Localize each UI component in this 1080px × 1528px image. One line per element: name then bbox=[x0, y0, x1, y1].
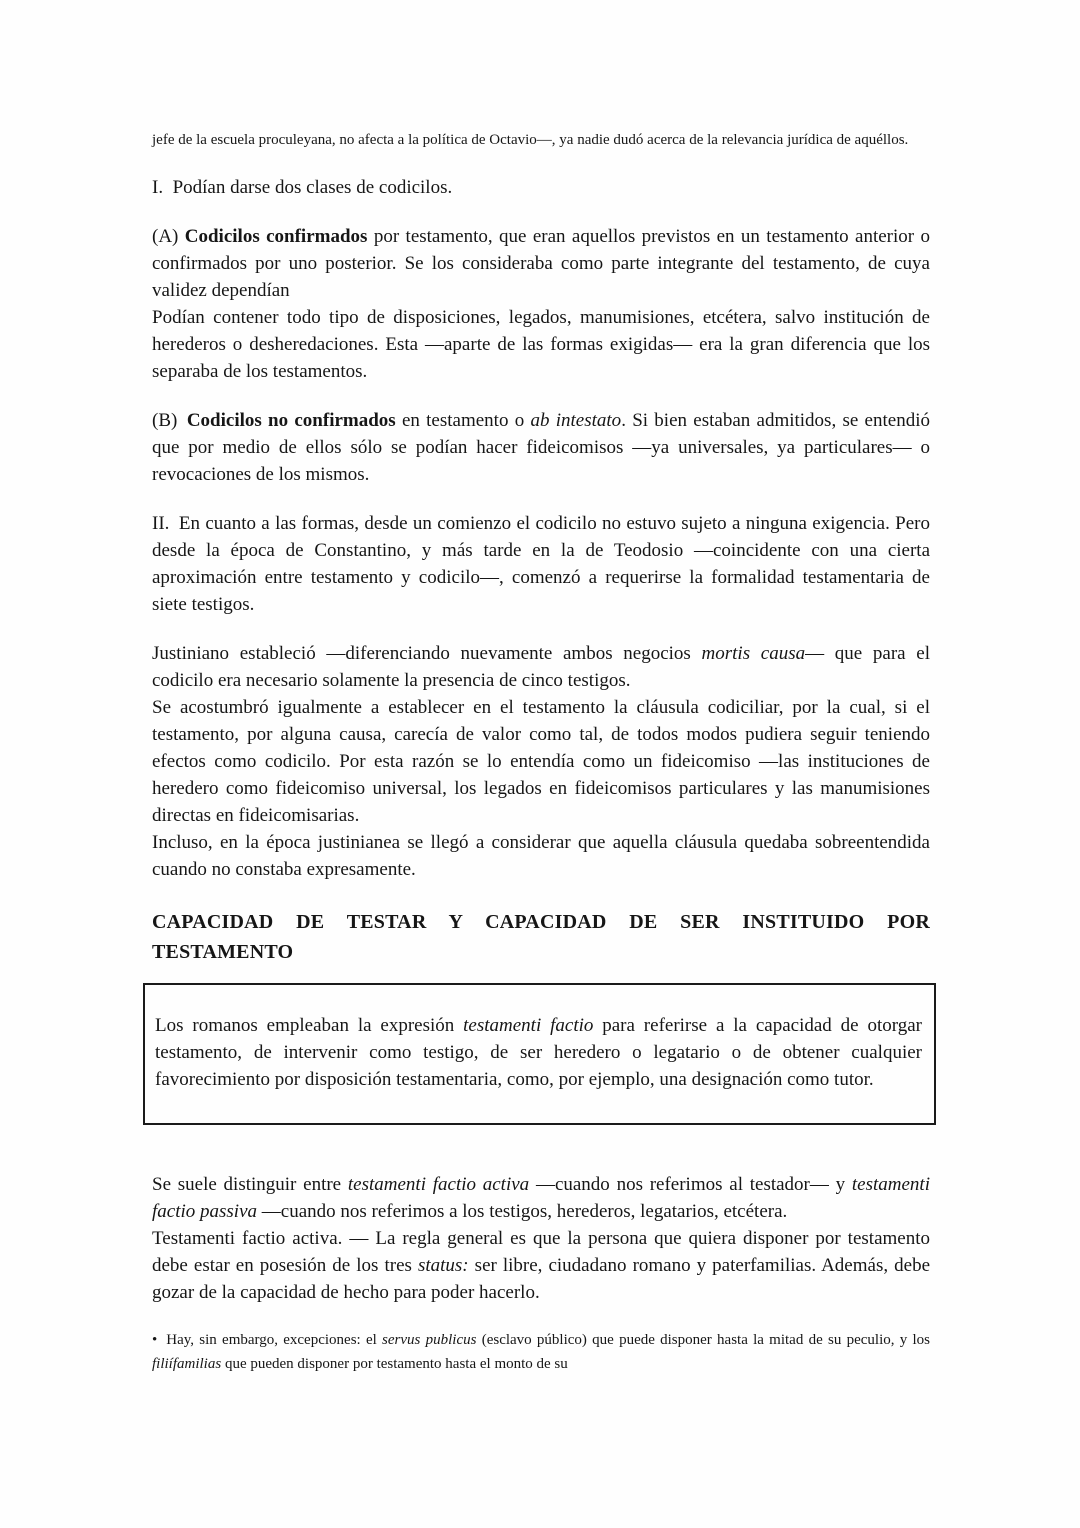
text-run: —cuando nos referimos al testador— y bbox=[529, 1174, 852, 1195]
text-run: jefe de la escuela proculeyana, no afecta a la política de Octavio—, ya nadie dudó acerca de la relevancia jurídica de aquéllos. bbox=[152, 132, 909, 148]
text-run: que pueden disponer por testamento hasta el monto de su bbox=[221, 1356, 568, 1372]
paragraph-item-ii bbox=[152, 510, 930, 618]
section-heading-capacity bbox=[152, 907, 930, 967]
text-run: (esclavo público) que puede disponer hasta la mitad de su peculio, y los bbox=[476, 1332, 930, 1348]
text-run: —cuando nos referimos a los testigos, herederos, legatarios, etcétera. bbox=[257, 1201, 788, 1222]
paragraph-justinian bbox=[152, 640, 930, 694]
paragraph-codicil-clause bbox=[152, 694, 930, 829]
exceptions-bullet-group bbox=[152, 1328, 930, 1376]
text-run-italic: mortis causa bbox=[701, 643, 806, 664]
codicils-confirmed-group bbox=[152, 223, 930, 385]
heading-line-1: CAPACIDAD DE TESTAR Y CAPACIDAD DE SER INSTITUIDO POR bbox=[152, 911, 930, 933]
definition-box bbox=[143, 983, 936, 1125]
text-run: Testamenti factio activa. — La regla general es que la persona que quiera disponer por testamento debe estar en posesión de los tres bbox=[152, 1228, 930, 1276]
text-run: en testamento o bbox=[395, 410, 531, 431]
text-run-italic: servus publicus bbox=[382, 1332, 477, 1348]
paragraph-activa-rule bbox=[152, 1225, 930, 1306]
text-run-bold: Codicilos confirmados bbox=[184, 226, 368, 247]
intro-paragraph-group bbox=[152, 128, 930, 152]
paragraph-testamenti-factio-definition bbox=[155, 1012, 922, 1093]
text-run: — que para el codicilo era necesario solamente la presencia de cinco testigos. bbox=[152, 643, 931, 691]
text-run: Se acostumbró igualmente a establecer en el testamento la cláusula codiciliar, por la cual, si el testamento, por alguna causa, carecía de valor como tal, de todos modos pudiera seguir teniendo efectos como codicilo. Por esta razón se lo entendía como un fideicomiso —las instituciones de heredero como fideicomiso universal, los legados en fideicomisos particulares y las manumisiones directas en fideicomisarias. bbox=[152, 697, 930, 826]
paragraph-implied-clause bbox=[152, 829, 930, 883]
text-run: (A) bbox=[152, 226, 185, 247]
distinction-group bbox=[152, 1171, 930, 1306]
text-run: por testamento, que eran aquellos previstos en un testamento anterior o confirmados por uno posterior. Se los consideraba como parte integrante del testamento, de cuya validez dependían bbox=[152, 226, 930, 301]
paragraph-codicils-confirmed-content bbox=[152, 304, 930, 385]
text-run: Podían contener todo tipo de disposiciones, legados, manumisiones, etcétera, salvo institución de herederos o desheredaciones. Esta —aparte de las formas exigidas— era la gran diferencia que los separaba de los testamentos. bbox=[152, 307, 930, 382]
heading-line-2: TESTAMENTO bbox=[152, 941, 294, 963]
text-run: para referirse a la capacidad de otorgar testamento, de intervenir como testigo, de ser heredero o legatario o de obtener cualquier favorecimiento por disposición testamentaria, como, por ejemplo, una designación como tutor. bbox=[155, 1015, 922, 1090]
text-run: . Si bien estaban admitidos, se entendió que por medio de ellos sólo se podían hacer fideicomisos —ya universales, ya particulares— o revocaciones de los mismos. bbox=[152, 410, 930, 485]
text-run-bold: Codicilos no confirmados bbox=[186, 410, 396, 431]
text-run: I. Podían darse dos clases de codicilos. bbox=[152, 177, 453, 198]
paragraph-intro bbox=[152, 128, 930, 152]
text-run: Incluso, en la época justinianea se llegó a considerar que aquella cláusula quedaba sobreentendida cuando no constaba expresamente. bbox=[152, 832, 930, 880]
text-run-italic: ab intestato bbox=[530, 410, 622, 431]
justinian-group bbox=[152, 640, 930, 883]
section-i-group bbox=[152, 174, 930, 201]
paragraph-codicils-confirmed bbox=[152, 223, 930, 304]
text-run-italic: testamenti factio bbox=[463, 1015, 594, 1036]
codicils-unconfirmed-group bbox=[152, 407, 930, 488]
paragraph-activa-passiva bbox=[152, 1171, 930, 1225]
text-run: (B) bbox=[152, 410, 187, 431]
bullet-icon: • bbox=[152, 1332, 158, 1348]
text-run-italic: testamenti factio passiva bbox=[152, 1174, 930, 1222]
text-run-italic: filiífamilias bbox=[152, 1356, 222, 1372]
paragraph-item-i bbox=[152, 174, 930, 201]
text-run: Se suele distinguir entre bbox=[152, 1174, 348, 1195]
text-run: Hay, sin embargo, excepciones: el bbox=[166, 1332, 383, 1348]
section-ii-group bbox=[152, 510, 930, 618]
text-run-italic: status: bbox=[417, 1255, 469, 1276]
text-run: Los romanos empleaban la expresión bbox=[155, 1015, 464, 1036]
text-run: II. En cuanto a las formas, desde un comienzo el codicilo no estuvo sujeto a ninguna exigencia. Pero desde la época de Constantino, y más tarde en la de Teodosio —coincidente con una cierta aproximación entre testamento y codicilo—, comenzó a requerirse la formalidad testamentaria de siete testigos. bbox=[152, 513, 930, 615]
paragraph-codicils-unconfirmed bbox=[152, 407, 930, 488]
text-run: ser libre, ciudadano romano y paterfamilias. Además, debe gozar de la capacidad de hecho para poder hacerlo. bbox=[152, 1255, 930, 1303]
paragraph-exceptions-bullet bbox=[152, 1328, 930, 1376]
text-run-italic: testamenti factio activa bbox=[347, 1174, 530, 1195]
text-run: Justiniano estableció —diferenciando nuevamente ambos negocios bbox=[152, 643, 702, 664]
